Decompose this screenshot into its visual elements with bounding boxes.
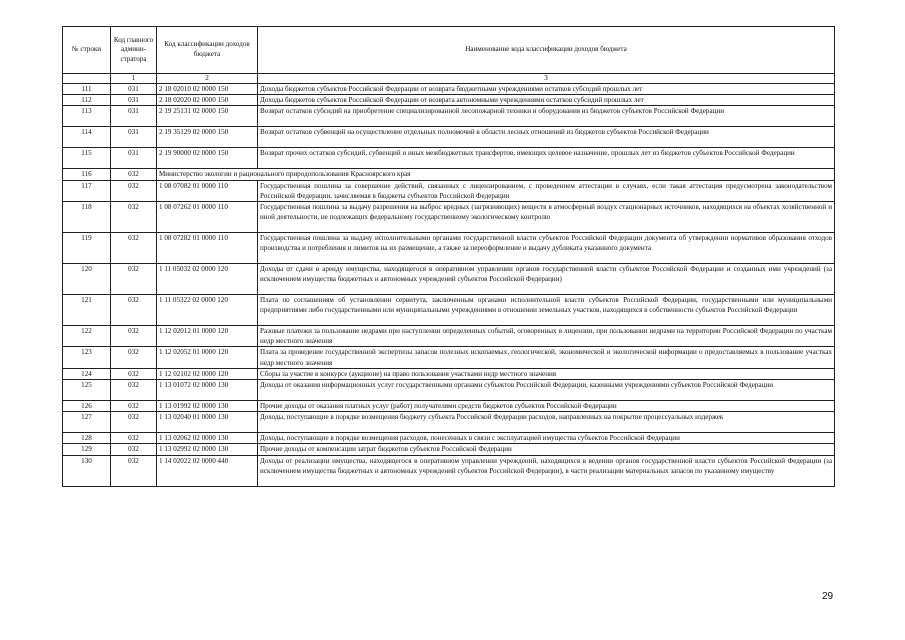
admin-code-cell: 032 [111,368,157,379]
classification-code-cell: 1 13 01072 02 0000 130 [157,380,258,401]
table-row [63,180,835,201]
admin-code-cell: 032 [111,264,157,295]
code-name-cell: Доходы бюджетов субъектов Российской Федерации от возврата бюджетными учреждениями остатков субсидий прошлых лет [258,84,835,95]
header-admin-code: Код главного админи-стратора [111,27,157,74]
classification-code-cell: 1 14 02022 02 0000 440 [157,455,258,486]
admin-code-cell: 032 [111,347,157,368]
table-header-row [63,27,835,74]
classification-code-cell: 1 11 05322 02 0000 120 [157,295,258,326]
table-row [63,412,835,433]
table-body [63,84,835,487]
admin-code-cell: 031 [111,106,157,127]
row-number-cell: 125 [63,380,111,401]
header-row-number: № строки [63,27,111,74]
classification-code-cell: 2 18 02020 02 0000 150 [157,95,258,106]
table-row [63,127,835,148]
table-row [63,347,835,368]
column-number: 2 [157,74,258,84]
admin-code-cell: 031 [111,127,157,148]
table-row [63,444,835,455]
table-row [63,433,835,444]
row-number-cell: 123 [63,347,111,368]
code-name-cell: Сборы за участие в конкурсе (аукционе) на право пользования участками недр местного значения [258,368,835,379]
row-number-cell: 129 [63,444,111,455]
code-name-cell: Доходы от реализации имущества, находящегося в оперативном управлении учреждений, находящихся в ведении органов государственной власти субъектов Российской Федерации (за исключением имущества бюджетных и автономных учреждений субъектов Российской Федерации), в части реализации материальных запасов по указанному имуществу [258,455,835,486]
classification-code-cell: 2 19 35129 02 0000 150 [157,127,258,148]
admin-code-cell: 032 [111,202,157,233]
code-name-cell: Доходы от оказания информационных услуг государственными органами субъектов Российской Федерации, казенными учреждениями субъектов Российской Федерации [258,380,835,401]
row-number-cell: 128 [63,433,111,444]
classification-code-cell: 1 13 02992 02 0000 130 [157,444,258,455]
code-name-cell: Доходы, поступающие в порядке возмещения бюджету субъекта Российской Федерации расходов, направленных на покрытие процессуальных издержек [258,412,835,433]
row-number-cell: 124 [63,368,111,379]
row-number-cell: 111 [63,84,111,95]
classification-code-cell: 1 12 02102 02 0000 120 [157,368,258,379]
code-name-cell: Разовые платежи за пользование недрами при наступлении определенных событий, оговоренных в лицензии, при пользовании недрами на территории Российской Федерации по участкам недр местного значения [258,326,835,347]
admin-code-cell: 032 [111,444,157,455]
table-row [63,169,835,180]
code-name-cell: Доходы бюджетов субъектов Российской Федерации от возврата автономными учреждениями остатков субсидий прошлых лет [258,95,835,106]
table-row [63,295,835,326]
row-number-cell: 113 [63,106,111,127]
admin-code-cell: 032 [111,412,157,433]
classification-code-cell: 1 11 05032 02 0000 120 [157,264,258,295]
revenue-classification-table [62,26,835,487]
classification-code-cell: 1 13 02062 02 0000 130 [157,433,258,444]
admin-code-cell: 032 [111,401,157,412]
admin-code-cell: 032 [111,433,157,444]
row-number-cell: 119 [63,233,111,264]
admin-code-cell: 032 [111,326,157,347]
classification-code-cell: 1 08 07082 01 0000 110 [157,180,258,201]
classification-code-cell: 2 18 02010 02 0000 150 [157,84,258,95]
code-name-cell: Государственная пошлина за совершение действий, связанных с лицензированием, с проведением аттестации в случаях, если такая аттестация предусмотрена законодательством Российской Федерации, зачисляемая в бюджеты субъектов Российской Федерации [258,180,835,201]
ministry-name-cell: Министерство экологии и рационального природопользования Красноярского края [157,169,835,180]
admin-code-cell: 032 [111,295,157,326]
table-row [63,106,835,127]
row-number-cell: 115 [63,148,111,169]
code-name-cell: Доходы от сдачи в аренду имущества, находящегося в оперативном управлении органов государственной власти субъектов Российской Федерации и созданных ими учреждений (за исключением имущества бюджетных и автономных учреждений субъектов Российской Федерации) [258,264,835,295]
table-row [63,380,835,401]
code-name-cell: Государственная пошлина за выдачу разрешения на выброс вредных (загрязняющих) веществ в атмосферный воздух стационарных источников, находящихся на объектах хозяйственной и иной деятельности, не подлежащих федеральному государственному экологическому контролю [258,202,835,233]
classification-code-cell: 1 13 01992 02 0000 130 [157,401,258,412]
row-number-cell: 117 [63,180,111,201]
table-row [63,401,835,412]
code-name-cell: Возврат остатков субсидий на приобретение специализированной лесопожарной техники и оборудования из бюджетов субъектов Российской Федерации [258,106,835,127]
code-name-cell: Прочие доходы от оказания платных услуг (работ) получателями средств бюджетов субъектов Российской Федерации [258,401,835,412]
column-number: 1 [111,74,157,84]
classification-code-cell: 1 12 02012 01 0000 120 [157,326,258,347]
row-number-cell: 120 [63,264,111,295]
table-row [63,264,835,295]
table-row [63,368,835,379]
row-number-cell: 116 [63,169,111,180]
table-row [63,95,835,106]
header-code-name: Наименование кода классификации доходов бюджета [258,27,835,74]
classification-code-cell: 1 12 02052 01 0000 120 [157,347,258,368]
code-name-cell: Плата за проведение государственной экспертизы запасов полезных ископаемых, геологической, экономической и экологической информации о предоставляемых в пользование участках недр местного значения [258,347,835,368]
row-number-cell: 122 [63,326,111,347]
table-row [63,148,835,169]
classification-code-cell: 1 08 07282 01 0000 110 [157,233,258,264]
classification-code-cell: 2 19 90000 02 0000 150 [157,148,258,169]
admin-code-cell: 032 [111,180,157,201]
admin-code-cell: 031 [111,148,157,169]
admin-code-cell: 031 [111,84,157,95]
column-number-row [63,74,835,84]
classification-code-cell: 2 19 25131 02 0000 150 [157,106,258,127]
row-number-cell: 126 [63,401,111,412]
table-row [63,84,835,95]
table-row [63,233,835,264]
code-name-cell: Возврат прочих остатков субсидий, субвенций и иных межбюджетных трансфертов, имеющих целевое назначение, прошлых лет из бюджетов субъектов Российской Федерации [258,148,835,169]
row-number-cell: 130 [63,455,111,486]
code-name-cell: Доходы, поступающие в порядке возмещения расходов, понесенных в связи с эксплуатацией имущества субъектов Российской Федерации [258,433,835,444]
classification-code-cell: 1 13 02040 01 0000 130 [157,412,258,433]
column-number: 3 [258,74,835,84]
admin-code-cell: 031 [111,95,157,106]
code-name-cell: Государственная пошлина за выдачу исполнительными органами государственной власти субъектов Российской Федерации документа об утверждении нормативов образования отходов производства и потребления и лимитов на их размещение, а также за переоформление и выдачу дубликата указанного документа [258,233,835,264]
code-name-cell: Плата по соглашениям об установлении сервитута, заключенным органами исполнительной власти субъектов Российской Федерации, государственными или муниципальными предприятиями либо государственными или муниципальными учреждениями в отношении земельных участков, находящихся в собственности субъектов Российской Федерации [258,295,835,326]
row-number-cell: 114 [63,127,111,148]
row-number-cell: 127 [63,412,111,433]
code-name-cell: Возврат остатков субвенций на осуществление отдельных полномочий в области лесных отношений из бюджетов субъектов Российской Федерации [258,127,835,148]
admin-code-cell: 032 [111,380,157,401]
admin-code-cell: 032 [111,455,157,486]
classification-code-cell: 1 08 07262 01 0000 110 [157,202,258,233]
admin-code-cell: 032 [111,233,157,264]
page-number: 29 [822,591,834,602]
row-number-cell: 112 [63,95,111,106]
header-classification-code: Код классификации доходов бюджета [157,27,258,74]
admin-code-cell: 032 [111,169,157,180]
table-row [63,202,835,233]
table-row [63,455,835,486]
row-number-cell: 121 [63,295,111,326]
row-number-cell: 118 [63,202,111,233]
code-name-cell: Прочие доходы от компенсации затрат бюджетов субъектов Российской Федерации [258,444,835,455]
table-row [63,326,835,347]
column-number [63,74,111,84]
